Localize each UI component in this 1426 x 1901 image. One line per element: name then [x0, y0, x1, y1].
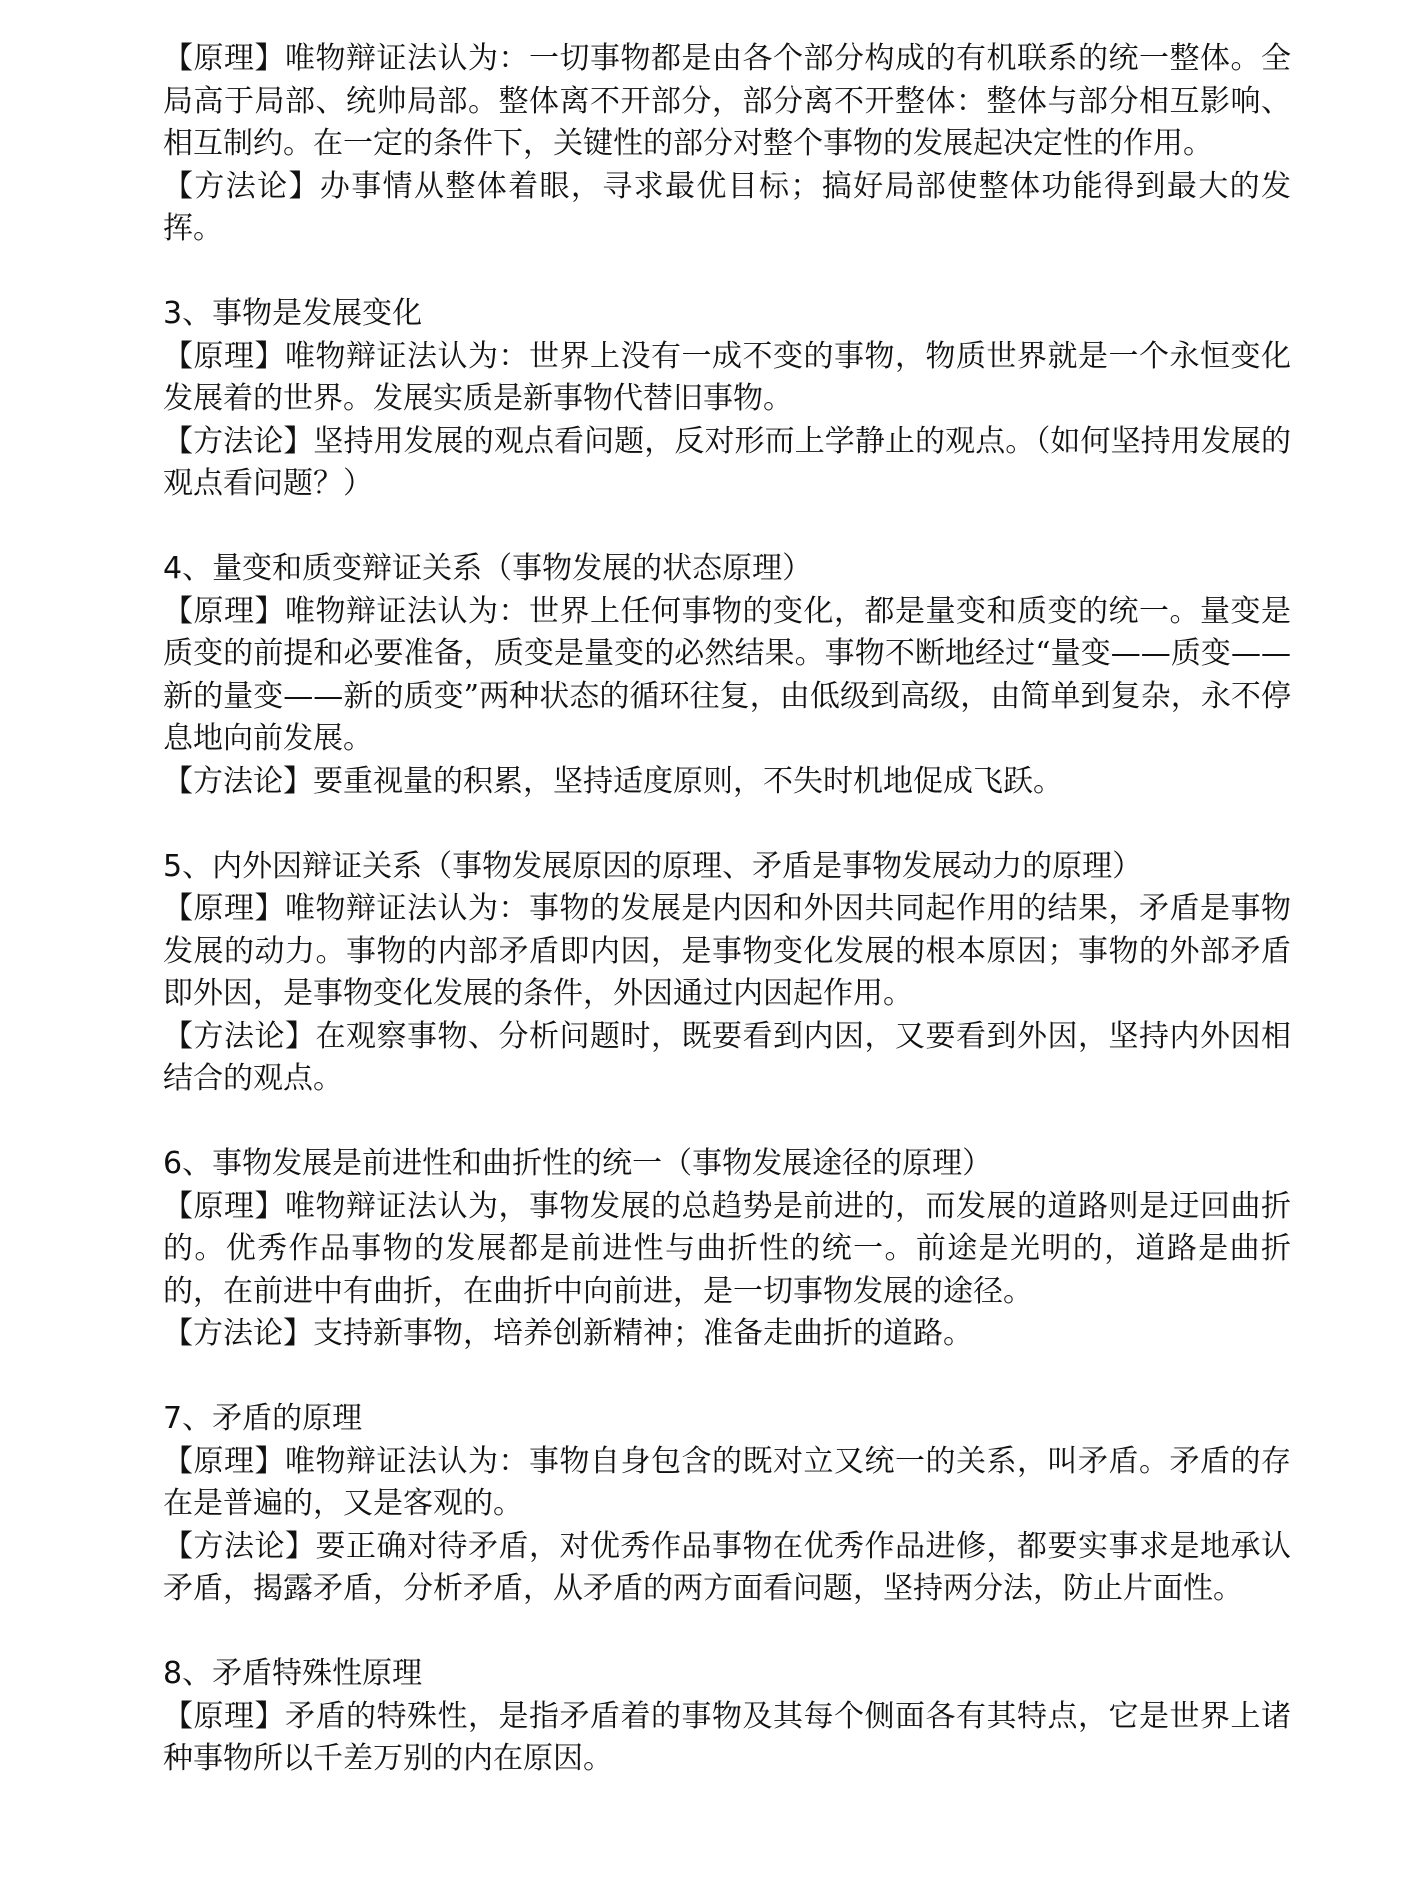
methodology-paragraph: 【方法论】支持新事物，培养创新精神；准备走曲折的道路。: [163, 1316, 973, 1351]
section-7-contradiction: [163, 1398, 1291, 1611]
section-3-development: [163, 293, 1291, 506]
principle-paragraph: 【原理】唯物辩证法认为：一切事物都是由各个部分构成的有机联系的统一整体。全局高于局部、统帅局部。整体离不开部分，部分离不开整体：整体与部分相互影响、相互制约。在一定的条件下，关键性的部分对整个事物的发展起决定性的作用。: [163, 41, 1291, 161]
principle-paragraph: 【原理】唯物辩证法认为：世界上任何事物的变化，都是量变和质变的统一。量变是质变的前提和必要准备，质变是量变的必然结果。事物不断地经过“量变——质变——新的量变——新的质变”两种状态的循环往复，由低级到高级，由简单到复杂，永不停息地向前发展。: [163, 593, 1291, 756]
methodology-paragraph: 【方法论】要重视量的积累，坚持适度原则，不失时机地促成飞跃。: [163, 763, 1063, 799]
section-heading: 4、量变和质变辩证关系（事物发展的状态原理）: [163, 551, 813, 586]
methodology-paragraph: 【方法论】要正确对待矛盾，对优秀作品事物在优秀作品进修，都要实事求是地承认矛盾，揭露矛盾，分析矛盾，从矛盾的两方面看问题，坚持两分法，防止片面性。: [163, 1528, 1291, 1606]
section-whole-and-part: [163, 38, 1291, 251]
section-6-progress-and-twists: [163, 1143, 1291, 1356]
principle-paragraph: 【原理】唯物辩证法认为：事物的发展是内因和外因共同起作用的结果，矛盾是事物发展的动力。事物的内部矛盾即内因，是事物变化发展的根本原因；事物的外部矛盾即外因，是事物变化发展的条件，外因通过内因起作用。: [163, 891, 1291, 1011]
section-heading: 5、内外因辩证关系（事物发展原因的原理、矛盾是事物发展动力的原理）: [163, 848, 1143, 884]
methodology-paragraph: 【方法论】办事情从整体着眼，寻求最优目标；搞好局部使整体功能得到最大的发挥。: [163, 168, 1291, 246]
document-page: [163, 38, 1291, 1781]
principle-paragraph: 【原理】唯物辩证法认为：世界上没有一成不变的事物，物质世界就是一个永恒变化发展着的世界。发展实质是新事物代替旧事物。: [163, 338, 1291, 416]
methodology-paragraph: 【方法论】坚持用发展的观点看问题，反对形而上学静止的观点。（如何坚持用发展的观点看问题？）: [163, 423, 1291, 501]
section-heading: 6、事物发展是前进性和曲折性的统一（事物发展途径的原理）: [163, 1146, 993, 1181]
principle-paragraph: 【原理】矛盾的特殊性，是指矛盾着的事物及其每个侧面各有其特点，它是世界上诸种事物所以千差万别的内在原因。: [163, 1698, 1291, 1776]
section-heading: 7、矛盾的原理: [163, 1401, 363, 1436]
section-5-internal-external-causes: [163, 846, 1291, 1101]
principle-paragraph: 【原理】唯物辩证法认为：事物自身包含的既对立又统一的关系，叫矛盾。矛盾的存在是普遍的，又是客观的。: [163, 1443, 1291, 1521]
section-heading: 3、事物是发展变化: [163, 296, 423, 331]
section-4-quantity-quality: [163, 548, 1291, 803]
section-8-contradiction-particularity: [163, 1653, 1291, 1781]
principle-paragraph: 【原理】唯物辩证法认为，事物发展的总趋势是前进的，而发展的道路则是迂回曲折的。优秀作品事物的发展都是前进性与曲折性的统一。前途是光明的，道路是曲折的，在前进中有曲折，在曲折中向前进，是一切事物发展的途径。: [163, 1188, 1291, 1309]
methodology-paragraph: 【方法论】在观察事物、分析问题时，既要看到内因，又要看到外因，坚持内外因相结合的观点。: [163, 1018, 1291, 1096]
section-heading: 8、矛盾特殊性原理: [163, 1656, 423, 1691]
